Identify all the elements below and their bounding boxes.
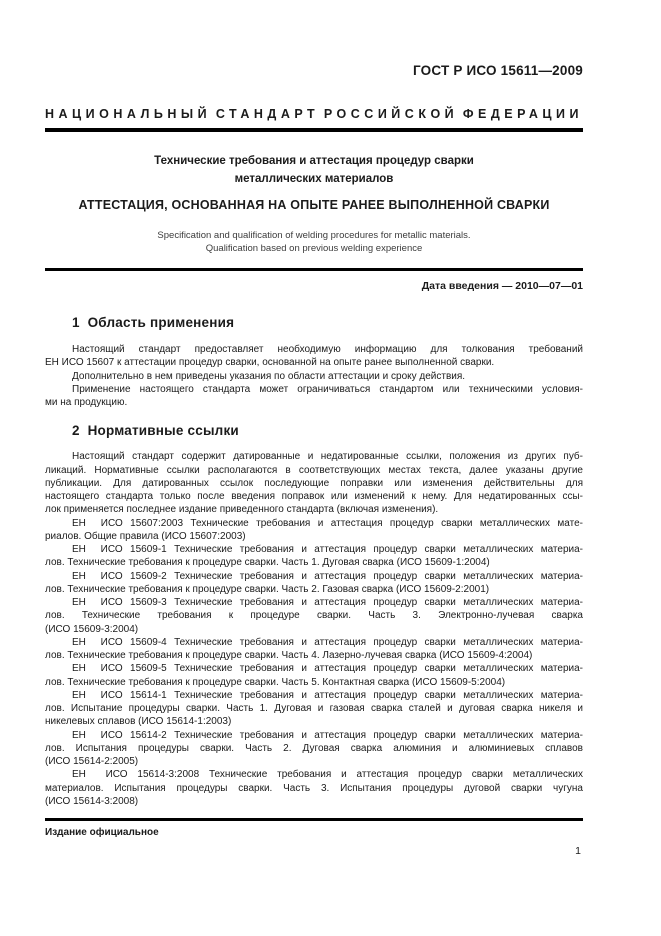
text-line: ЕН ИСО 15607:2003 Технические требования и аттестация процедур сварки металлических мате- [72,517,583,529]
page-number: 1 [575,845,581,857]
text-line: лов. Технические требования к процедуре сварки. Часть 3. Электронно-лучевая сварка [45,610,583,622]
text-line: лок применяется последнее издание приведенного стандарта (включая изменения). [45,504,439,516]
text-line: Настоящий стандарт содержит датированные и недатированные ссылки, положения из других пуб- [72,451,583,463]
header-rule [45,128,583,132]
text-line: лов. Испытания процедуры сварки. Часть 2. Дуговая сварка алюминия и алюминиевых сплавов [45,742,583,754]
text-line: лов. Испытание процедуры сварки. Часть 1. Дуговая и газовая сварка сталей и дуговая сварка никеля и [45,703,583,714]
paragraph [45,383,583,410]
reference-item [45,729,583,769]
document-subtitle: АТТЕСТАЦИЯ, ОСНОВАННАЯ НА ОПЫТЕ РАНЕЕ ВЫПОЛНЕННОЙ СВАРКИ [78,198,550,212]
footer-rule [45,818,583,821]
text-line: ЕН ИСО 15609-2 Технические требования и аттестация процедур сварки металлических материа- [72,570,583,582]
text-line: ми на продукцию. [45,397,128,408]
document-title-english-line2: Qualification based on previous welding experience [205,243,423,254]
text-line: риалов. Общие правила (ИСО 15607:2003) [45,530,246,542]
document-code: ГОСТ Р ИСО 15611—2009 [412,63,583,78]
text-line: ЕН ИСО 15609-3 Технические требования и аттестация процедур сварки металлических материа- [72,597,583,608]
national-standard-banner [45,108,583,121]
reference-item [45,662,583,689]
paragraph [45,450,583,516]
document-title-english-line1: Specification and qualification of welding procedures for metallic materials. [157,230,471,241]
banner-word: ФЕДЕРАЦИИ [462,107,583,121]
paragraph [45,370,583,383]
text-line: ЕН ИСО 15614-2 Технические требования и аттестация процедур сварки металлических материа- [72,729,583,741]
document-title-english [45,229,583,255]
paragraph [45,343,583,370]
reference-item [45,517,583,544]
effective-date: Дата введения — 2010—07—01 [421,280,583,292]
banner-word: СТАНДАРТ [215,107,320,121]
text-line: Дополнительно в нем приведены указания по области аттестации и сроку действия. [72,370,466,382]
text-line: ЕН ИСО 15607 к аттестации процедур сварки, основанной на опыте ранее выполненной сварки. [45,357,495,369]
reference-item [45,570,583,597]
text-line: (ИСО 15614-3:2008) [45,795,139,807]
text-line: ЕН ИСО 15614-3:2008 Технические требования и аттестация процедур сварки металлических [72,769,583,781]
reference-item [45,636,583,663]
text-line: лов. Технические требования к процедуре сварки. Часть 2. Газовая сварка (ИСО 15609-2:2001) [45,583,490,595]
text-line: лов. Технические требования к процедуре сварки. Часть 4. Лазерно-лучевая сварка (ИСО 15609-4:2004) [45,650,533,661]
document-title [45,153,583,188]
banner-word: НАЦИОНАЛЬНЫЙ [45,107,212,121]
text-line: настоящего стандарта только после введения поправок или изменений к нему. Для недатированных ссы- [45,491,583,502]
text-line: лов. Технические требования к процедуре сварки. Часть 1. Дуговая сварка (ИСО 15609-1:2004) [45,557,490,569]
banner-word: РОССИЙСКОЙ [323,107,459,121]
text-line: ЕН ИСО 15614-1 Технические требования и аттестация процедур сварки металлических материа- [72,689,583,701]
text-line: никелевых сплавов (ИСО 15614-1:2003) [45,716,232,728]
reference-item [45,689,583,729]
text-line: ликаций. Нормативные ссылки располагаются в соответствующих местах текста, далее указаны другие [45,464,583,476]
section-heading-scope: 1 Область применения [72,315,235,330]
text-line: ЕН ИСО 15609-5 Технические требования и аттестация процедур сварки металлических материа- [72,663,583,675]
text-line: ЕН ИСО 15609-4 Технические требования и аттестация процедур сварки металлических материа- [72,636,583,648]
text-line: материалов. Испытания процедуры сварки. Часть 3. Испытания процедуры дуговой сварки чугуна [45,782,583,794]
text-line: Применение настоящего стандарта может ограничиваться стандартом или техническими условия- [72,383,583,395]
text-line: (ИСО 15609-3:2004) [45,623,139,635]
text-line: (ИСО 15614-2:2005) [45,756,139,767]
document-title-line2: металлических материалов [234,172,394,185]
reference-item [45,596,583,636]
text-line: лов. Технические требования к процедуре сварки. Часть 5. Контактная сварка (ИСО 15609-5:2004) [45,676,506,688]
text-line: публикации. Для датированных ссылок последующие поправки или изменения действительны для [45,477,583,489]
edition-note: Издание официальное [45,827,159,838]
text-line: ЕН ИСО 15609-1 Технические требования и аттестация процедур сварки металлических материа- [72,544,583,555]
text-line: Настоящий стандарт предоставляет необходимую информацию для толкования требований [72,344,583,355]
section-heading-normative-references: 2 Нормативные ссылки [72,423,239,439]
reference-item [45,768,583,808]
document-title-line1: Технические требования и аттестация процедур сварки [154,155,474,167]
title-rule [45,268,583,271]
reference-item [45,543,583,570]
